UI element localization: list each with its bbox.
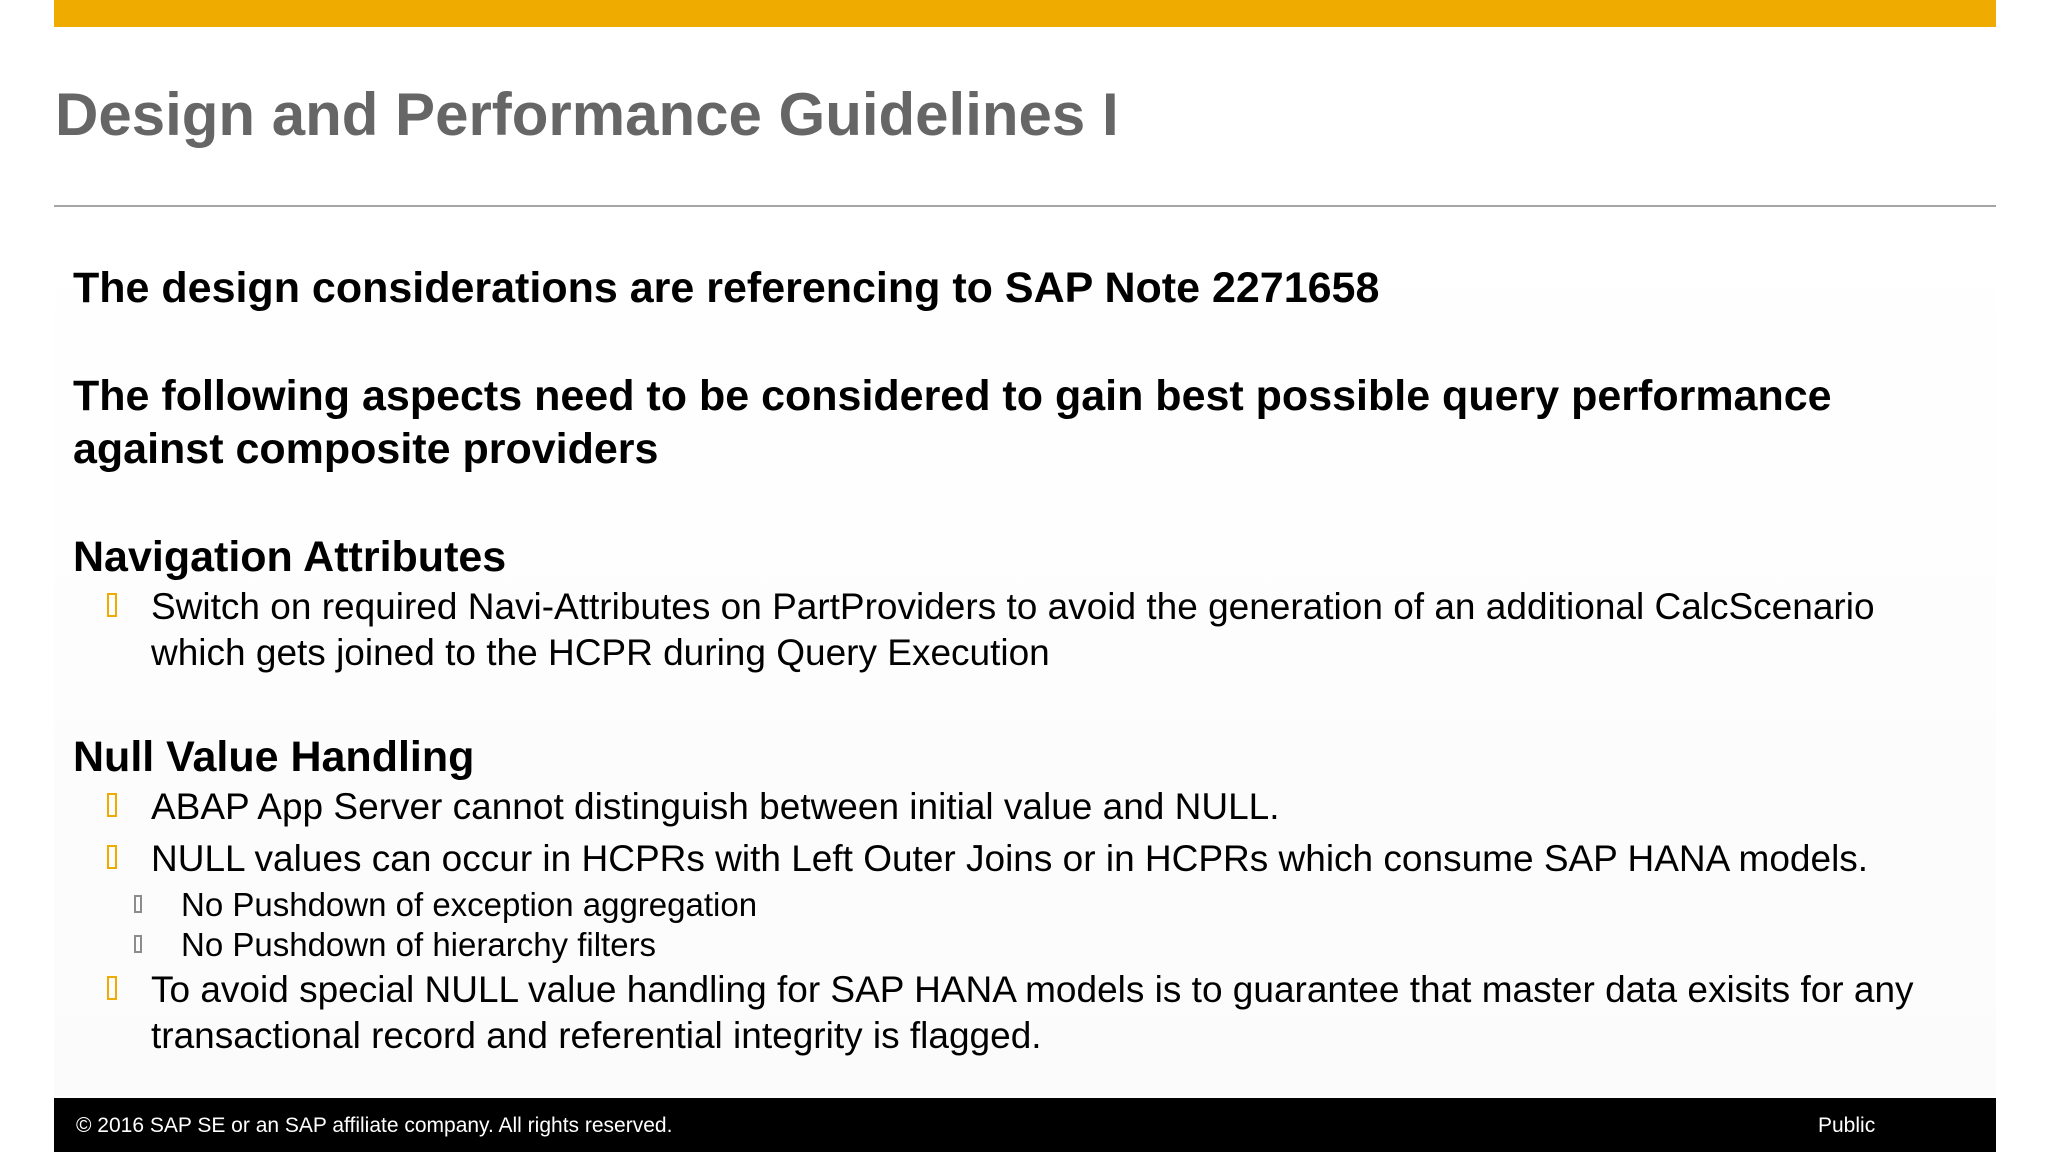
bullet-text: ABAP App Server cannot distinguish between initial value and NULL. <box>151 786 1280 827</box>
aspects-text-line1: The following aspects need to be considered to gain best possible query performance <box>73 372 1832 420</box>
copyright-text: © 2016 SAP SE or an SAP affiliate company. All rights reserved. <box>76 1114 673 1137</box>
bullet-icon <box>107 845 117 869</box>
bullet-text: To avoid special NULL value handling for SAP HANA models is to guarantee that master data exisits for any <box>151 969 1914 1010</box>
bullet-icon <box>107 976 117 1000</box>
sub-bullet-text: No Pushdown of exception aggregation <box>181 886 758 923</box>
bullet-icon <box>107 593 117 617</box>
title-divider <box>54 205 1996 207</box>
bullet-icon <box>107 793 117 817</box>
section-heading-navigation-attributes: Navigation Attributes <box>73 533 507 581</box>
bullet-text: Switch on required Navi-Attributes on PartProviders to avoid the generation of an additional CalcScenario <box>151 586 1875 627</box>
aspects-text-line2: against composite providers <box>73 425 659 473</box>
classification-label: Public <box>1818 1114 1876 1137</box>
slide-title: Design and Performance Guidelines I <box>55 81 1119 148</box>
sub-bullet-icon <box>134 895 142 913</box>
intro-text: The design considerations are referencing to SAP Note 2271658 <box>73 264 1380 312</box>
bullet-text-continued: which gets joined to the HCPR during Query Execution <box>151 632 1050 673</box>
bullet-text: NULL values can occur in HCPRs with Left Outer Joins or in HCPRs which consume SAP HANA models. <box>151 838 1869 879</box>
bullet-text-continued: transactional record and referential integrity is flagged. <box>151 1015 1042 1056</box>
footer-bar <box>54 1098 1996 1152</box>
sub-bullet-icon <box>134 935 142 953</box>
section-heading-null-value-handling: Null Value Handling <box>73 733 475 781</box>
sub-bullet-text: No Pushdown of hierarchy filters <box>181 926 657 963</box>
accent-bar <box>54 0 1996 27</box>
